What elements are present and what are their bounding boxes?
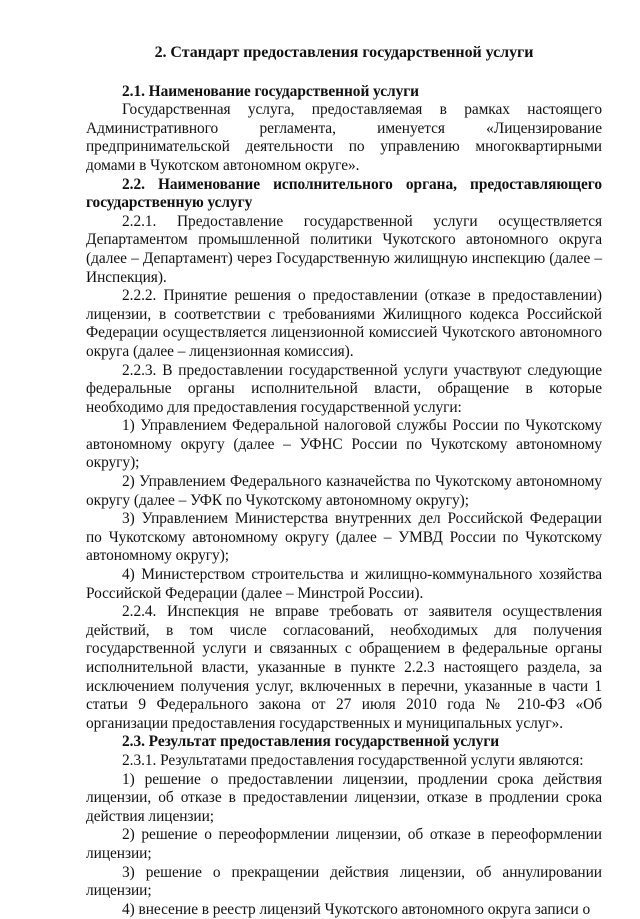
paragraph-2-2-1: 2.2.1. Предоставление государственной услуги осуществляется Департаментом промышленной политики Чукотского автономного округа (далее – Департамент) через Государственную жилищную инспекцию (далее – Инспекция). xyxy=(86,212,602,286)
paragraph-2-3-1: 2.3.1. Результатами предоставления государственной услуги являются: xyxy=(122,751,584,769)
paragraph-2-2-2: 2.2.2. Принятие решения о предоставлении (отказе в предоставлении) лицензии, в соответствии с требованиями Жилищного кодекса Российской Федерации осуществляется лицензионной комиссией Чукотского автономного округа (далее – лицензионная комиссия). xyxy=(86,287,602,360)
list-item-1: 1) Управлением Федеральной налоговой службы России по Чукотскому автономному округу (далее – УФНС России по Чукотскому автономному округу); xyxy=(86,417,602,472)
paragraph-2-2-3: 2.2.3. В предоставлении государственной услуги участвуют следующие федеральные органы исполнительной власти, обращение в которые необходимо для предоставления государственной услуги: xyxy=(86,361,602,416)
list-item-3: 3) Управлением Министерства внутренних дел Российской Федерации по Чукотскому автономному округу (далее – УМВД России по Чукотскому автономному округу); xyxy=(86,510,602,565)
heading-2-3: 2.3. Результат предоставления государственной услуги xyxy=(122,733,500,751)
result-item-3: 3) решение о прекращении действия лицензии, об аннулировании лицензии; xyxy=(86,863,602,900)
heading-2-1: 2.1. Наименование государственной услуги xyxy=(122,82,419,100)
paragraph-2-1: Государственная услуга, предоставляемая в рамках настоящего Административного регламента, именуется «Лицензирование предпринимательской деятельности по управлению многоквартирными домами в Чукотском автономном округе». xyxy=(86,101,602,174)
result-item-2: 2) решение о переоформлении лицензии, об отказе в переоформлении лицензии; xyxy=(86,826,602,862)
heading-2-2: 2.2. Наименование исполнительного органа, предоставляющего государственную услугу xyxy=(86,175,602,212)
list-item-4: 4) Министерством строительства и жилищно-коммунального хозяйства Российской Федерации (далее – Минстрой России). xyxy=(86,566,602,602)
result-item-1: 1) решение о предоставлении лицензии, продлении срока действия лицензии, об отказе в предоставлении лицензии, отказе в продлении срока действия лицензии; xyxy=(86,770,602,825)
paragraph-2-2-4: 2.2.4. Инспекция не вправе требовать от заявителя осуществления действий, в том числе согласований, необходимых для получения государственной услуги и связанных с обращением в федеральные органы исполнительной власти, указанные в пункте 2.2.3 настоящего раздела, за исключением получения услуг, включенных в перечни, указанные в части 1 статьи 9 Федерального закона от 27 июля 2010 года № 210-ФЗ «Об организации предоставления государственных и муниципальных услуг». xyxy=(86,603,602,732)
result-item-4: 4) внесение в реестр лицензий Чукотского автономного округа записи о xyxy=(122,900,591,918)
document-page xyxy=(86,40,602,919)
section-title: 2. Стандарт предоставления государственной услуги xyxy=(154,44,534,61)
list-item-2: 2) Управлением Федерального казначейства по Чукотскому автономному округу (далее – УФК по Чукотскому автономному округу); xyxy=(86,473,602,509)
